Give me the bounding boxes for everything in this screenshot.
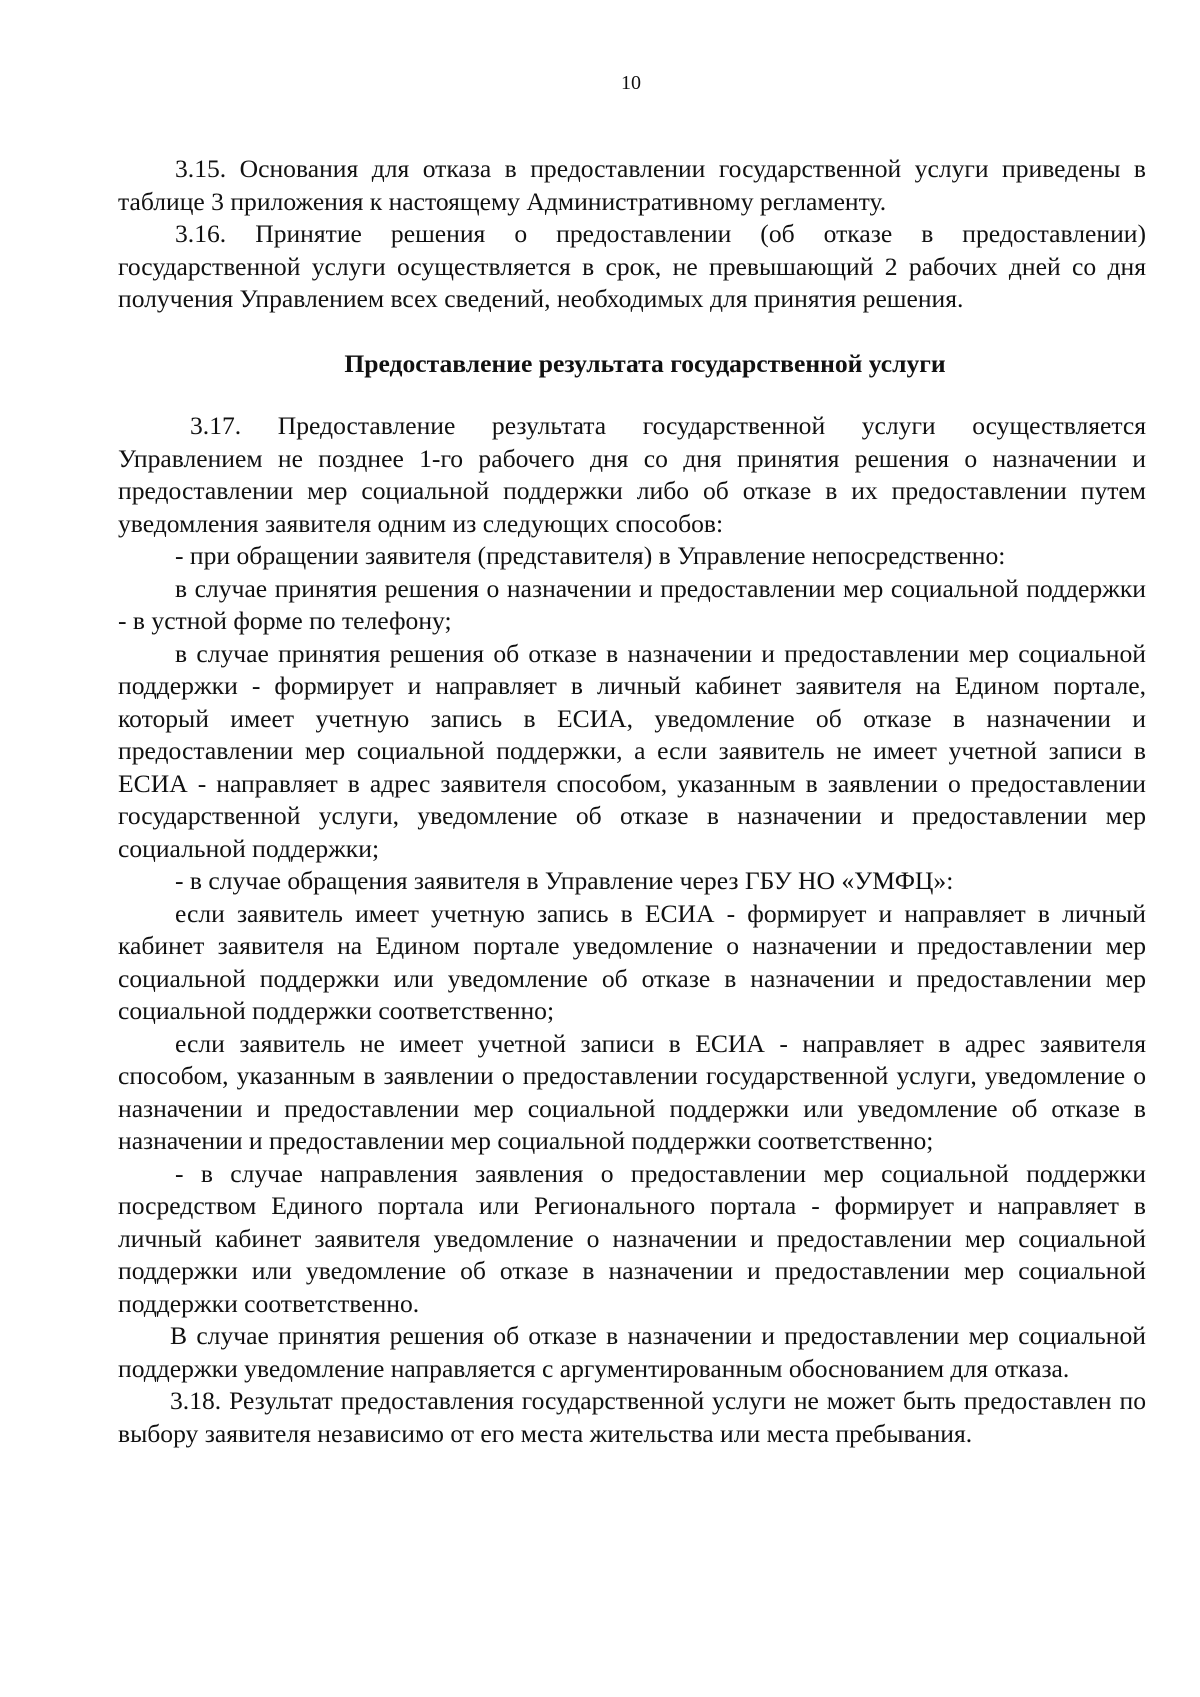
list-item-umfc-appeal: - в случае обращения заявителя в Управление через ГБУ НО «УМФЦ»:	[175, 866, 954, 895]
document-body	[118, 153, 1146, 1450]
list-item-direct-grant: в случае принятия решения о назначении и предоставлении мер социальной поддержки - в устной форме по телефону;	[118, 573, 1146, 635]
list-item-umfc-no-esia: если заявитель не имеет учетной записи в ЕСИА - направляет в адрес заявителя способом, указанным в заявлении о предоставлении государственной услуги, уведомление о назначении и предоставлении мер социальной поддержки или уведомление об отказе в назначении и предоставлении мер социальной поддержки соответственно;	[118, 1028, 1146, 1155]
paragraph-3-16: 3.16. Принятие решения о предоставлении (об отказе в предоставлении) государственной услуги осуществляется в срок, не превышающий 2 рабочих дней со дня получения Управлением всех сведений, необходимых для принятия решения.	[118, 219, 1146, 313]
list-item-direct-appeal: - при обращении заявителя (представителя) в Управление непосредственно:	[175, 541, 1006, 570]
list-item-portal-appeal: - в случае направления заявления о предоставлении мер социальной поддержки посредством Единого портала или Регионального портала - формирует и направляет в личный кабинет заявителя уведомление о назначении и предоставлении мер социальной поддержки или уведомление об отказе в назначении и предоставлении мер социальной поддержки соответственно.	[118, 1158, 1146, 1318]
list-item-direct-refusal: в случае принятия решения об отказе в назначении и предоставлении мер социальной поддержки - формирует и направляет в личный кабинет заявителя на Едином портале, который имеет учетную запись в ЕСИА, уведомление об отказе в назначении и предоставлении мер социальной поддержки, а если заявитель не имеет учетной записи в ЕСИА - направляет в адрес заявителя способом, указанным в заявлении о предоставлении государственной услуги, уведомление об отказе в назначении и предоставлении мер социальной поддержки;	[118, 638, 1146, 863]
list-item-umfc-has-esia: если заявитель имеет учетную запись в ЕСИА - формирует и направляет в личный кабинет заявителя на Едином портале уведомление о назначении и предоставлении мер социальной поддержки или уведомление об отказе в назначении и предоставлении мер социальной поддержки соответственно;	[118, 898, 1146, 1025]
paragraph-3-18: 3.18. Результат предоставления государственной услуги не может быть предоставлен по выбору заявителя независимо от его места жительства или места пребывания.	[118, 1386, 1146, 1448]
paragraph-refusal-reasoned: В случае принятия решения об отказе в назначении и предоставлении мер социальной поддержки уведомление направляется с аргументированным обоснованием для отказа.	[118, 1321, 1146, 1383]
section-heading: Предоставление результата государственной услуги	[344, 348, 946, 378]
paragraph-3-17: 3.17. Предоставление результата государственной услуги осуществляется Управлением не позднее 1-го рабочего дня со дня принятия решения о назначении и предоставлении мер социальной поддержки либо об отказе в их предоставлении путем уведомления заявителя одним из следующих способов:	[118, 411, 1146, 538]
page-number: 10	[621, 72, 641, 94]
paragraph-3-15: 3.15. Основания для отказа в предоставлении государственной услуги приведены в таблице 3 приложения к настоящему Административному регламенту.	[118, 154, 1146, 216]
